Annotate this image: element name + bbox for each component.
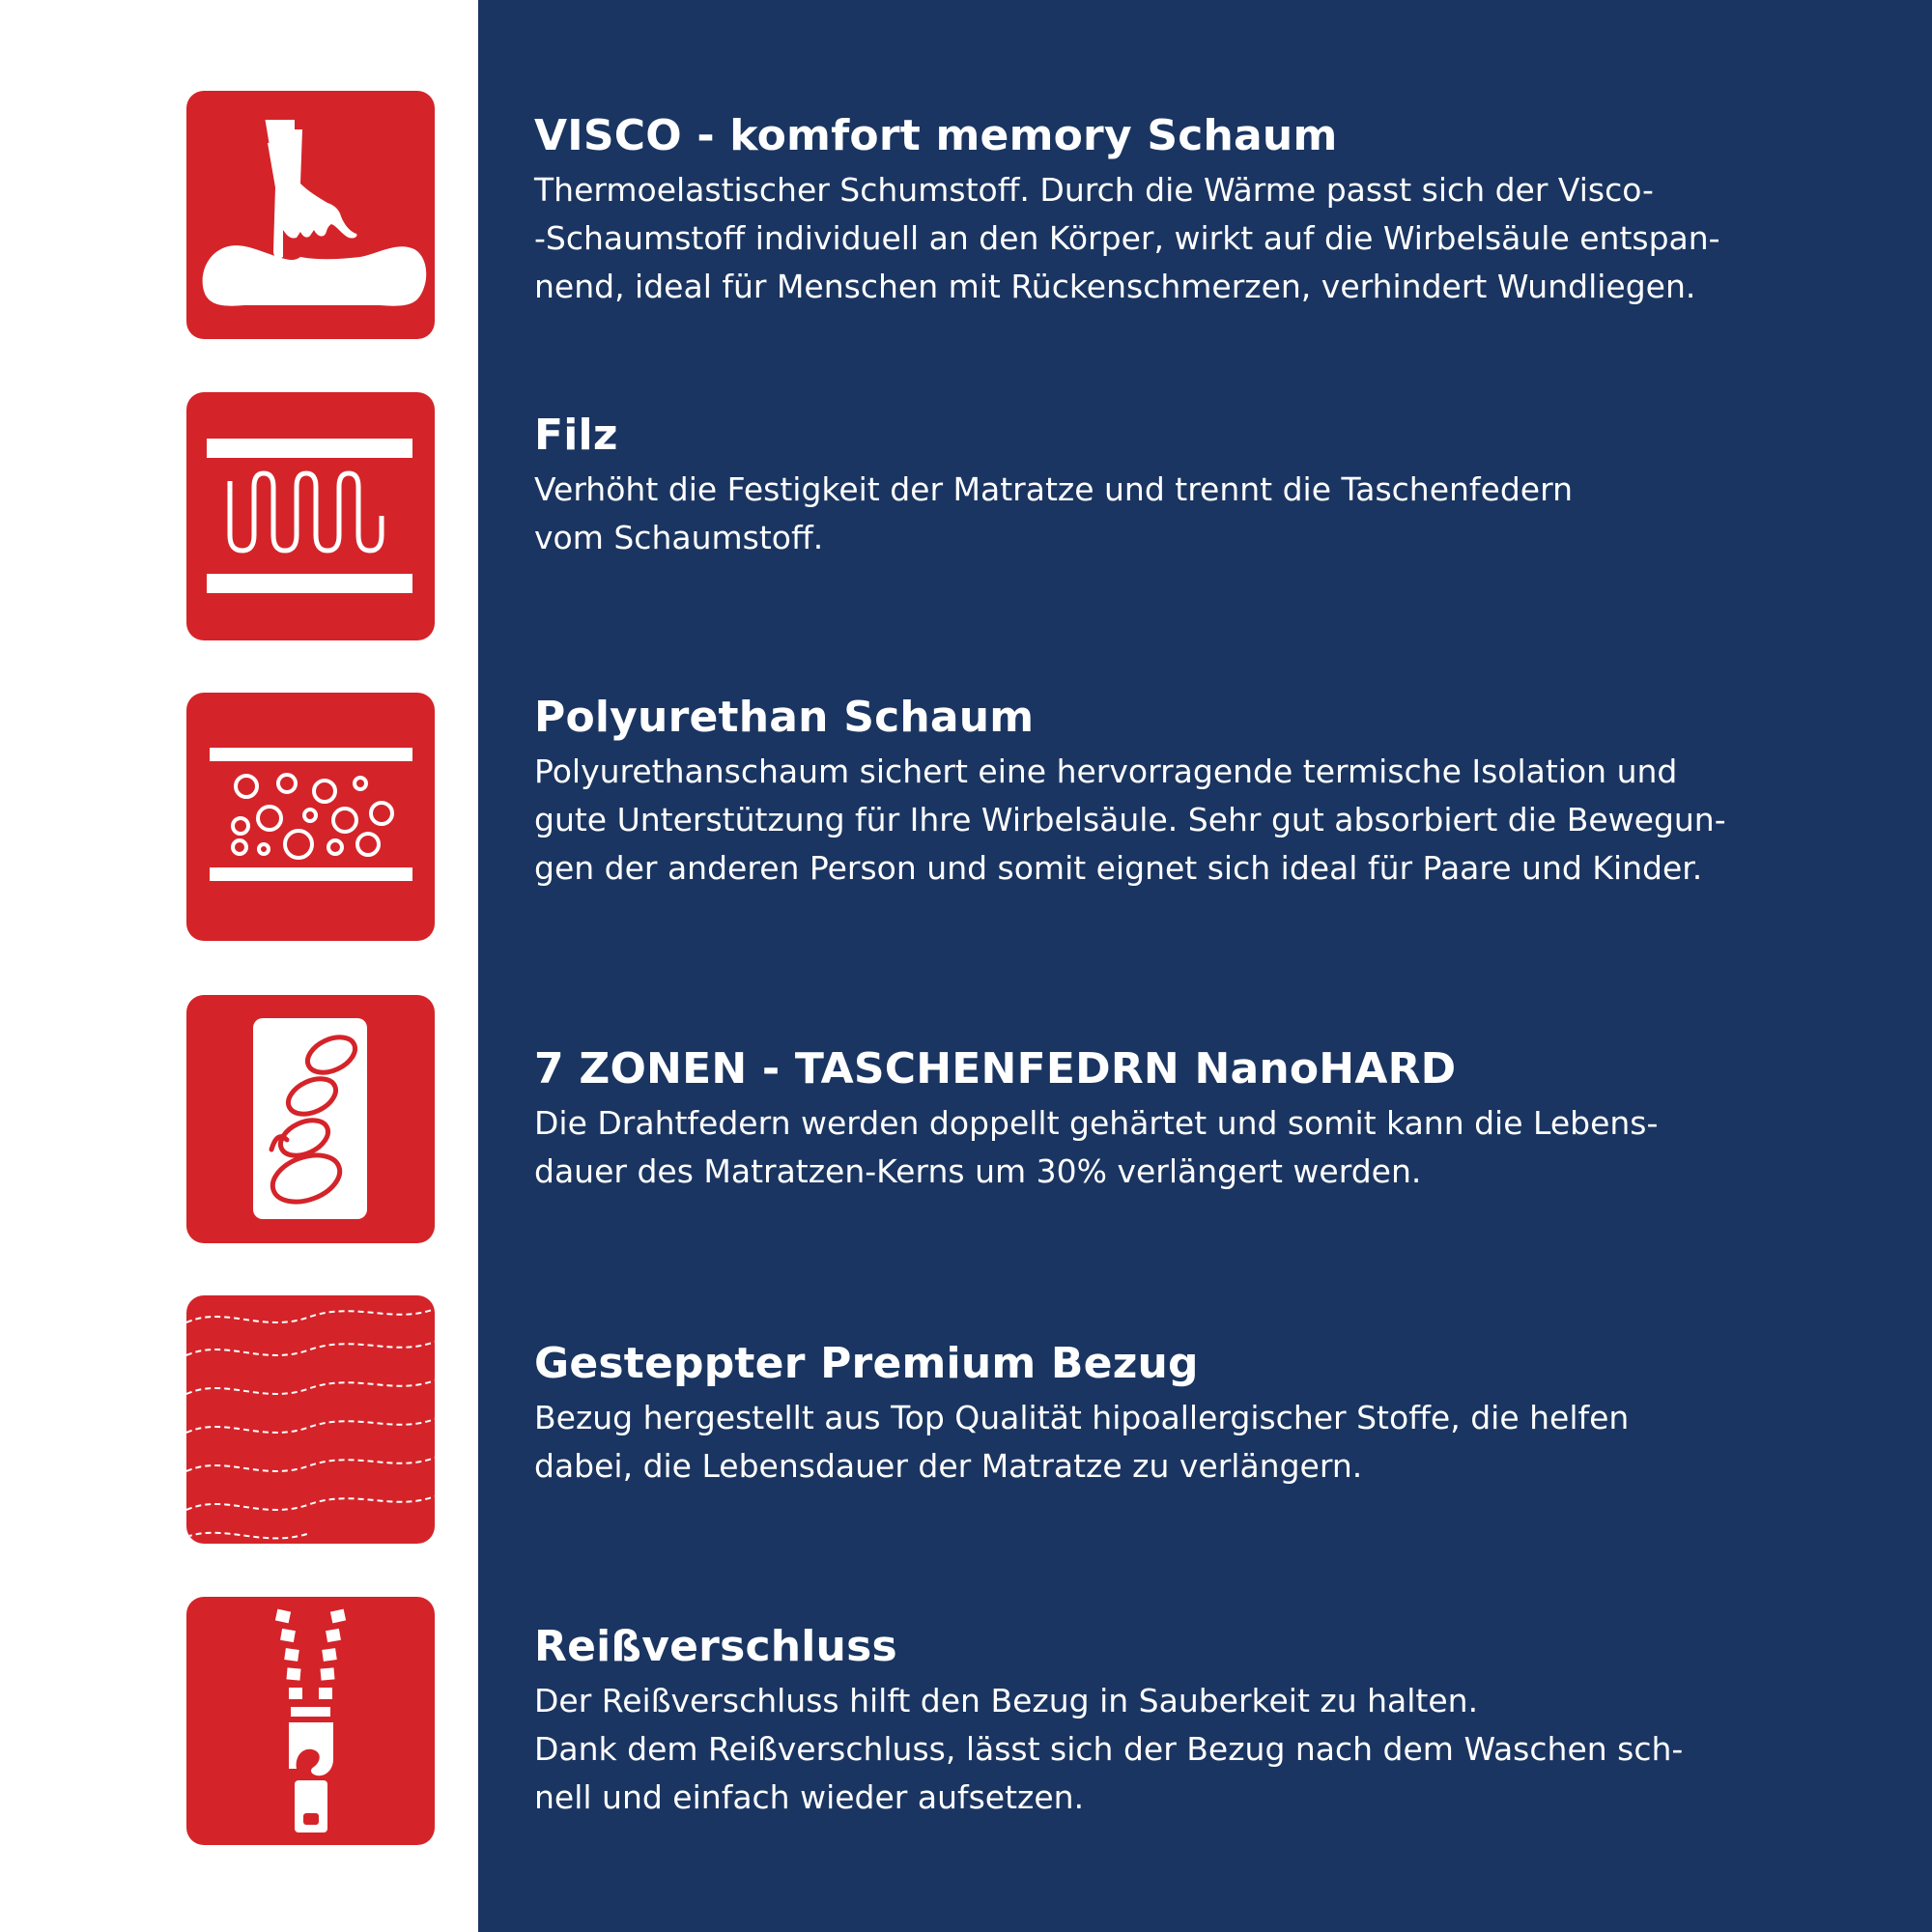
quilted-cover-tile	[186, 1295, 435, 1544]
feature-taschenfedern	[534, 1043, 1809, 1196]
feature-description: Bezug hergestellt aus Top Qualität hipoallergischer Stoffe, die helfen dabei, die Lebensdauer der Matratze zu verlängern.	[534, 1399, 1630, 1485]
hand-pressing-memory-foam-icon	[186, 91, 435, 339]
feature-bezug	[534, 1338, 1809, 1491]
visco-tile	[186, 91, 435, 339]
feature-title: Filz	[534, 411, 618, 460]
zipper-icon	[186, 1597, 435, 1845]
feature-description: Polyurethanschaum sichert eine hervorragende termische Isolation und gute Unterstützung für Ihre Wirbelsäule. Sehr gut absorbiert die Bewegun- gen der anderen Person und somit eignet sich ideal für Paare und Kinder.	[534, 753, 1726, 887]
pocket-spring-tile	[186, 995, 435, 1243]
feature-visco	[534, 110, 1809, 311]
zipper-tile	[186, 1597, 435, 1845]
feature-description: Die Drahtfedern werden doppellt gehärtet und somit kann die Lebens- dauer des Matratzen-Kerns um 30% verlängert werden.	[534, 1104, 1659, 1190]
felt-layer-icon	[186, 392, 435, 640]
quilted-fabric-icon	[186, 1295, 435, 1544]
feature-description: Der Reißverschluss hilft den Bezug in Sauberkeit zu halten. Dank dem Reißverschluss, lässt sich der Bezug nach dem Waschen sch- nell und einfach wieder aufsetzen.	[534, 1682, 1684, 1816]
feature-title: Polyurethan Schaum	[534, 693, 1035, 742]
feature-title: 7 ZONEN - TASCHENFEDRN NanoHARD	[534, 1044, 1457, 1094]
pocket-spring-icon	[186, 995, 435, 1243]
foam-bubbles-icon	[186, 693, 435, 941]
feature-description: Thermoelastischer Schumstoff. Durch die Wärme passt sich der Visco- -Schaumstoff individuell an den Körper, wirkt auf die Wirbelsäule entspan- nend, ideal für Menschen mit Rückenschmerzen, verhindert Wundliegen.	[534, 171, 1720, 305]
feature-title: VISCO - komfort memory Schaum	[534, 111, 1338, 160]
feature-filz	[534, 410, 1809, 562]
polyurethane-tile	[186, 693, 435, 941]
feature-title: Gesteppter Premium Bezug	[534, 1339, 1199, 1388]
feature-description: Verhöht die Festigkeit der Matratze und trennt die Taschenfedern vom Schaumstoff.	[534, 470, 1573, 556]
felt-tile	[186, 392, 435, 640]
feature-reissverschluss	[534, 1621, 1809, 1822]
feature-polyurethan	[534, 692, 1809, 893]
feature-title: Reißverschluss	[534, 1622, 897, 1671]
